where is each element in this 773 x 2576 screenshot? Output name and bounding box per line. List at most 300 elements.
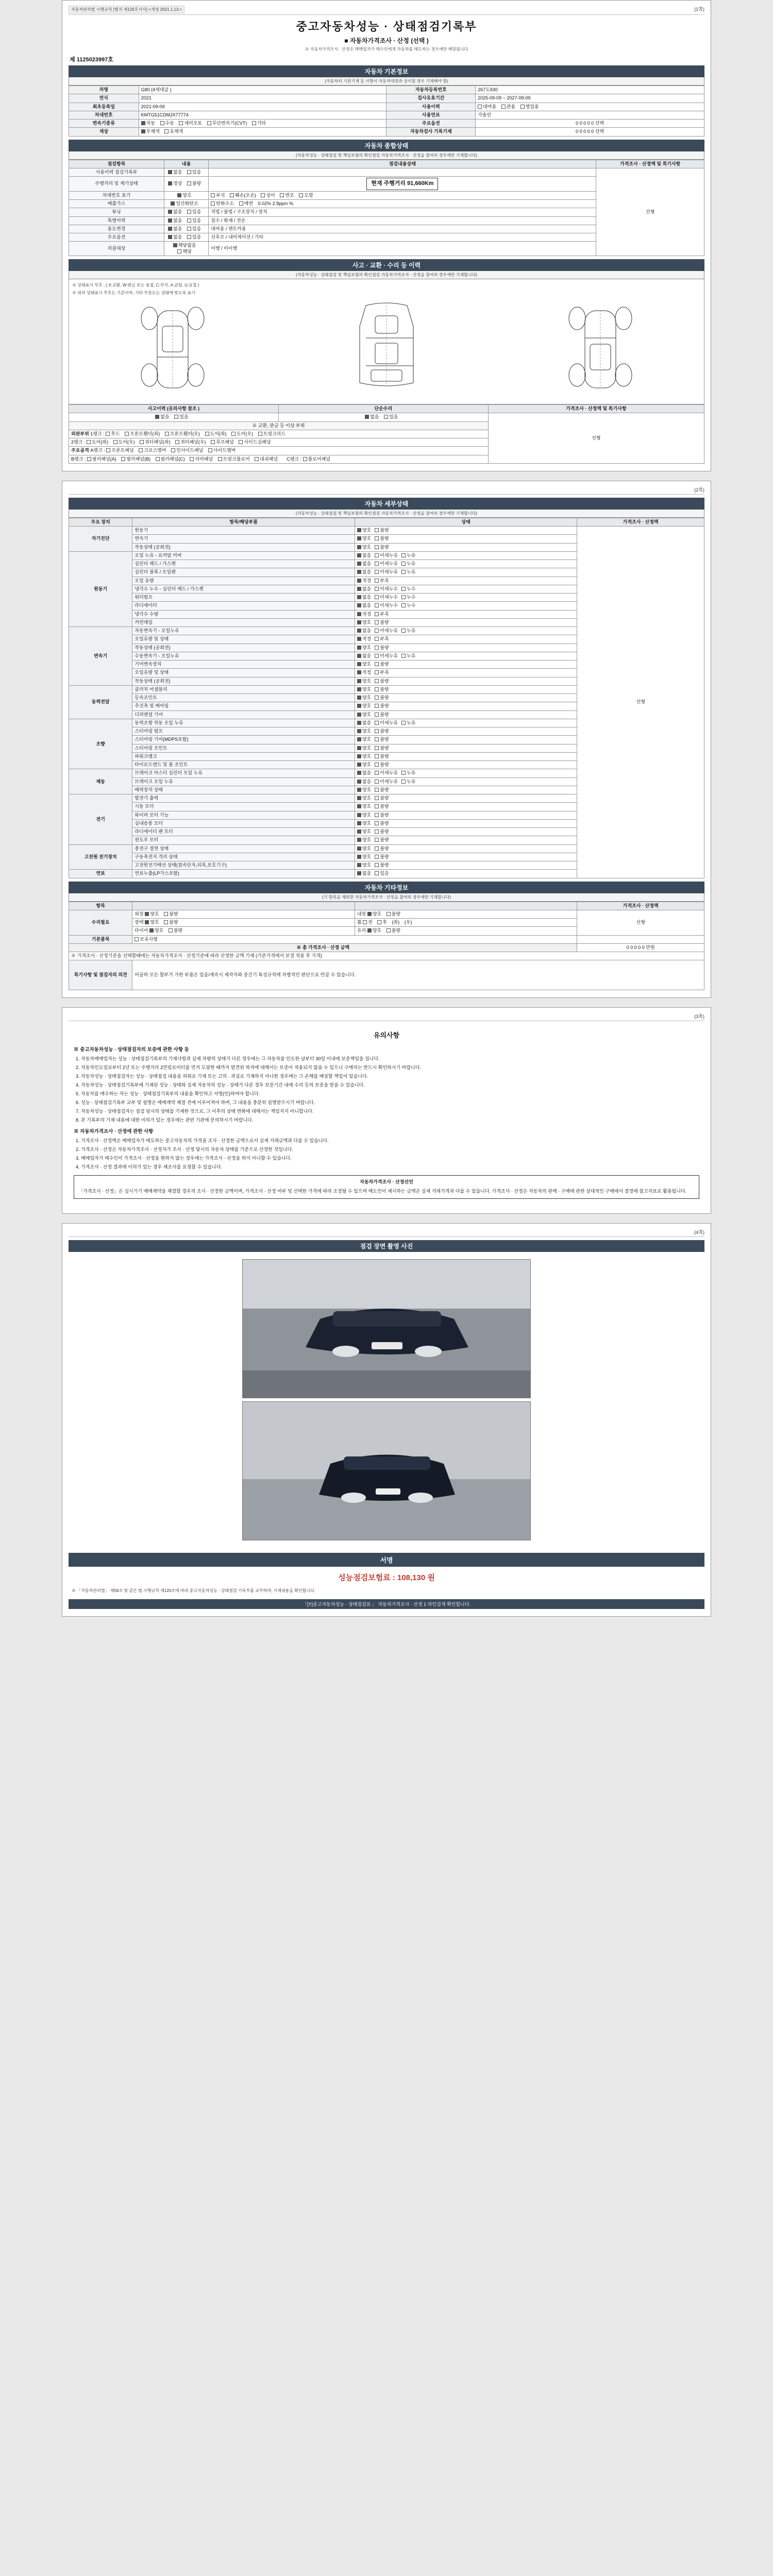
usehistory-opt-1[interactable]: 관용 [501,104,515,110]
checkbox-icon[interactable] [375,595,379,599]
checkbox-icon[interactable] [357,871,361,875]
checkbox-icon[interactable] [357,603,361,607]
detail-opt-누수[interactable] [401,603,415,608]
checkbox-icon[interactable] [357,813,361,817]
detail-item-options[interactable] [355,535,577,543]
checkbox-icon[interactable] [401,779,406,784]
checkbox-icon[interactable] [375,536,379,540]
detail-opt-부족[interactable] [375,578,389,584]
checkbox-icon[interactable] [357,620,361,624]
detail-opt-없음[interactable] [357,628,371,634]
checkbox-icon[interactable] [357,771,361,775]
checkbox-icon[interactable] [375,871,379,875]
detail-opt-불량[interactable] [375,812,389,818]
checkbox-icon[interactable] [375,603,379,607]
checkbox-icon[interactable] [401,771,406,775]
detail-opt-불량[interactable] [375,829,389,835]
checkbox-icon[interactable] [375,779,379,784]
detail-opt-불량[interactable] [375,536,389,541]
part-trunk-lid[interactable]: 트렁크리드 [258,431,285,437]
simple-repair-opts[interactable] [278,413,488,421]
detail-opt-양호[interactable] [357,695,371,701]
tire-opt-bad[interactable]: 불량 [169,928,182,934]
simple-opt-none[interactable]: 없음 [365,414,379,420]
checkbox-icon[interactable] [375,662,379,666]
detail-item-options[interactable] [355,660,577,669]
checkbox-icon[interactable] [375,696,379,700]
wheel-opt-front[interactable]: 전 [363,920,373,925]
detail-opt-적정[interactable] [357,670,371,675]
detail-opt-미세누유[interactable] [375,569,398,575]
checkbox-icon[interactable] [375,679,379,683]
detail-opt-없음[interactable] [357,871,371,876]
usehistory-opt-2[interactable]: 영업용 [520,104,539,110]
detail-opt-부족[interactable] [375,612,389,617]
detail-opt-양호[interactable] [357,536,371,541]
detail-item-options[interactable] [355,551,577,560]
checkbox-icon[interactable] [401,553,406,557]
checkbox-icon[interactable] [375,579,379,583]
checkbox-icon[interactable] [375,629,379,633]
detail-opt-누유[interactable] [401,720,415,726]
detail-opt-미세누유[interactable] [375,653,398,659]
detail-item-options[interactable] [355,853,577,861]
detail-item-options[interactable] [355,744,577,752]
checkbox-icon[interactable] [375,612,379,616]
part-door-l[interactable]: 도어(좌) [205,431,227,437]
checkbox-icon[interactable] [357,821,361,825]
transmission-opt-etc[interactable]: 기타 [252,121,266,126]
checkbox-icon[interactable] [357,804,361,808]
detail-opt-양호[interactable] [357,837,371,843]
other-interior[interactable] [355,910,577,918]
detail-opt-불량[interactable] [375,528,389,533]
accident-history-opts[interactable] [69,413,279,421]
detail-opt-부족[interactable] [375,636,389,642]
tuning-opt-none[interactable]: 없음 [168,209,182,215]
detail-opt-없음[interactable] [357,569,371,575]
part-sidemember[interactable]: 사이드멤버 [208,448,236,453]
detail-opt-불량[interactable] [375,703,389,709]
checkbox-icon[interactable] [357,670,361,674]
detail-opt-없음[interactable] [357,586,371,592]
checkbox-icon[interactable] [375,804,379,808]
detail-opt-없음[interactable] [357,595,371,600]
detail-opt-불량[interactable] [375,854,389,860]
detail-opt-미세누수[interactable] [375,595,398,600]
detail-opt-양호[interactable] [357,821,371,826]
detail-opt-누유[interactable] [401,653,415,659]
row-opts-mainoptions[interactable] [164,233,208,242]
vinmark-opt-alter[interactable]: 변조 [280,193,294,198]
record-opt-none[interactable]: 없음 [168,170,182,175]
detail-item-options[interactable] [355,643,577,652]
checkbox-icon[interactable] [375,846,379,851]
polish-opt-bad[interactable]: 불량 [164,920,178,925]
polish-opt-good[interactable]: 양호 [145,920,159,925]
checkbox-icon[interactable] [357,721,361,725]
checkbox-icon[interactable] [375,829,379,834]
checkbox-icon[interactable] [375,704,379,708]
checkbox-icon[interactable] [375,855,379,859]
detail-item-options[interactable] [355,543,577,551]
checkbox-icon[interactable] [357,553,361,557]
detail-opt-불량[interactable] [375,620,389,625]
checkbox-icon[interactable] [401,570,406,574]
detail-opt-불량[interactable] [375,645,389,651]
checkbox-icon[interactable] [357,545,361,549]
checkbox-icon[interactable] [375,553,379,557]
checkbox-icon[interactable] [375,788,379,792]
detail-opt-누수[interactable] [401,586,415,592]
detail-opt-양호[interactable] [357,745,371,751]
checkbox-icon[interactable] [357,846,361,851]
special-opt-none[interactable]: 없음 [168,218,182,224]
checkbox-icon[interactable] [357,687,361,691]
checkbox-icon[interactable] [357,679,361,683]
detail-opt-누유[interactable] [401,561,415,567]
checkbox-icon[interactable] [375,545,379,549]
checkbox-icon[interactable] [357,704,361,708]
detail-item-options[interactable] [355,602,577,610]
detail-item-options[interactable] [355,719,577,727]
detail-item-options[interactable] [355,677,577,685]
checkbox-icon[interactable] [357,737,361,741]
detail-opt-양호[interactable] [357,679,371,684]
detail-item-options[interactable] [355,736,577,744]
detail-opt-누유[interactable] [401,770,415,776]
detail-item-options[interactable] [355,694,577,702]
usechange-opt-yes[interactable]: 있음 [187,226,201,232]
detail-opt-불량[interactable] [375,728,389,734]
detail-item-options[interactable] [355,685,577,693]
detail-item-options[interactable] [355,585,577,593]
detail-item-options[interactable] [355,861,577,870]
detail-item-options[interactable] [355,777,577,786]
part-pillar-c[interactable]: 필러패널(C) [156,456,185,462]
checkbox-icon[interactable] [357,713,361,717]
record-opt-yes[interactable]: 있음 [187,170,201,175]
other-wheel[interactable] [355,919,577,927]
checkbox-icon[interactable] [375,721,379,725]
detail-item-options[interactable] [355,527,577,535]
part-floor-panel[interactable]: 플로어패널 [303,456,330,462]
other-polish[interactable] [132,919,355,927]
checkbox-icon[interactable] [375,687,379,691]
mileage-opt-bad[interactable]: 불량 [187,181,201,187]
checkbox-icon[interactable] [357,829,361,834]
other-glass[interactable] [355,927,577,935]
detail-item-options[interactable] [355,811,577,819]
color-opt-chromatic[interactable]: 유채색 [164,129,183,134]
vinmark-opt-good[interactable]: 양호 [177,193,191,198]
checkbox-icon[interactable] [375,654,379,658]
detail-opt-없음[interactable] [357,653,371,659]
detail-opt-미세누수[interactable] [375,603,398,608]
detail-item-options[interactable] [355,594,577,602]
checkbox-icon[interactable] [357,855,361,859]
other-exterior[interactable] [132,910,355,918]
other-base-items[interactable] [132,935,577,943]
detail-opt-미세누유[interactable] [375,628,398,634]
detail-opt-미세누유[interactable] [375,720,398,726]
detail-opt-양호[interactable] [357,804,371,809]
usechange-opt-none[interactable]: 없음 [168,226,182,232]
emission-opt-co[interactable]: 일산화탄소 [171,201,198,207]
checkbox-icon[interactable] [401,721,406,725]
transmission-opt-auto[interactable]: 자동 [141,121,155,126]
recall-opt-yes[interactable]: 해당 [177,249,191,255]
row-opts-record[interactable] [164,168,208,176]
mainoptions-opt-none[interactable]: 없음 [168,234,182,240]
detail-opt-양호[interactable] [357,762,371,768]
part-inside-panel[interactable]: 인사이드패널 [171,448,203,453]
detail-opt-불량[interactable] [375,695,389,701]
accident-opt-none[interactable]: 없음 [155,414,169,420]
checkbox-icon[interactable] [357,754,361,758]
part-quarter-l[interactable]: 쿼터패널(좌) [140,439,170,445]
detail-opt-양호[interactable] [357,528,371,533]
checkbox-icon[interactable] [357,595,361,599]
detail-opt-불량[interactable] [375,745,389,751]
detail-opt-없음[interactable] [357,779,371,785]
detail-item-options[interactable] [355,828,577,836]
checkbox-icon[interactable] [357,788,361,792]
detail-opt-양호[interactable] [357,645,371,651]
detail-opt-불량[interactable] [375,787,389,793]
detail-item-options[interactable] [355,669,577,677]
detail-opt-없음[interactable] [357,553,371,558]
detail-opt-없음[interactable] [357,770,371,776]
detail-opt-있음[interactable] [375,871,389,876]
checkbox-icon[interactable] [375,587,379,591]
mainoptions-opt-yes[interactable]: 있음 [187,234,201,240]
checkbox-icon[interactable] [375,670,379,674]
checkbox-icon[interactable] [375,528,379,532]
checkbox-icon[interactable] [375,746,379,750]
checkbox-icon[interactable] [357,646,361,650]
transmission-opt-manual[interactable]: 수동 [160,121,174,126]
detail-opt-누유[interactable] [401,569,415,575]
detail-opt-없음[interactable] [357,720,371,726]
base-item-0[interactable]: 보유사항 [135,937,158,942]
checkbox-icon[interactable] [357,762,361,767]
detail-opt-양호[interactable] [357,545,371,550]
row-opts-tuning[interactable] [164,208,208,216]
checkbox-icon[interactable] [357,838,361,842]
detail-item-options[interactable] [355,568,577,577]
detail-opt-미세누유[interactable] [375,553,398,558]
checkbox-icon[interactable] [375,813,379,817]
detail-opt-불량[interactable] [375,846,389,852]
detail-item-options[interactable] [355,727,577,736]
part-door2-l[interactable]: 도어(좌) [87,439,108,445]
detail-item-options[interactable] [355,761,577,769]
part-door2-r[interactable]: 도어(우) [113,439,135,445]
checkbox-icon[interactable] [357,629,361,633]
detail-opt-불량[interactable] [375,545,389,550]
checkbox-icon[interactable] [375,754,379,758]
checkbox-icon[interactable] [401,562,406,566]
detail-opt-양호[interactable] [357,854,371,860]
detail-opt-적정[interactable] [357,636,371,642]
accident-opt-yes[interactable]: 있음 [174,414,188,420]
detail-opt-양호[interactable] [357,712,371,718]
checkbox-icon[interactable] [357,863,361,867]
detail-opt-불량[interactable] [375,804,389,809]
row-opts-mileage[interactable] [164,177,208,192]
detail-opt-양호[interactable] [357,862,371,868]
part-rear-panel[interactable]: 리어패널 [190,456,213,462]
detail-opt-미세누유[interactable] [375,561,398,567]
checkbox-icon[interactable] [401,629,406,633]
checkbox-icon[interactable] [357,637,361,641]
part-pillar-a[interactable]: 필러패널(A) [87,456,116,462]
checkbox-icon[interactable] [357,662,361,666]
checkbox-icon[interactable] [357,528,361,532]
detail-opt-양호[interactable] [357,812,371,818]
detail-item-options[interactable] [355,702,577,710]
detail-item-options[interactable] [355,870,577,878]
detail-opt-양호[interactable] [357,795,371,801]
detail-opt-양호[interactable] [357,754,371,759]
detail-opt-없음[interactable] [357,603,371,608]
transmission-opt-semi[interactable]: 세미오토 [179,121,202,126]
row-opts-recall[interactable] [164,242,208,256]
detail-opt-누유[interactable] [401,779,415,785]
detail-opt-미세누수[interactable] [375,586,398,592]
checkbox-icon[interactable] [357,746,361,750]
checkbox-icon[interactable] [375,729,379,733]
emission-opt-hc[interactable]: 탄화수소 [211,201,234,207]
detail-item-options[interactable] [355,610,577,618]
detail-opt-누유[interactable] [401,628,415,634]
detail-opt-불량[interactable] [375,679,389,684]
detail-opt-없음[interactable] [357,561,371,567]
checkbox-icon[interactable] [357,536,361,540]
checkbox-icon[interactable] [357,579,361,583]
detail-item-options[interactable] [355,618,577,626]
vinmark-opt-corrode[interactable]: 부식 [211,193,225,198]
detail-opt-누유[interactable] [401,553,415,558]
detail-opt-양호[interactable] [357,687,371,692]
detail-opt-양호[interactable] [357,703,371,709]
detail-opt-적정[interactable] [357,578,371,584]
glass-opt-bad[interactable]: 불량 [386,928,400,934]
checkbox-icon[interactable] [357,696,361,700]
checkbox-icon[interactable] [375,646,379,650]
row-opts-usechange[interactable] [164,225,208,233]
checkbox-icon[interactable] [375,821,379,825]
exterior-opt-good[interactable]: 양호 [145,911,159,917]
detail-item-options[interactable] [355,635,577,643]
detail-item-options[interactable] [355,577,577,585]
checkbox-icon[interactable] [375,737,379,741]
detail-opt-부족[interactable] [375,670,389,675]
part-trunk-floor[interactable]: 트렁크플로어 [218,456,250,462]
part-front-fender-l[interactable]: 프론트휀더(좌) [125,431,160,437]
detail-opt-불량[interactable] [375,687,389,692]
part-quarter-r[interactable]: 쿼터패널(우) [175,439,206,445]
glass-opt-good[interactable]: 양호 [367,928,381,934]
checkbox-icon[interactable] [375,762,379,767]
part-dash-panel[interactable]: 대쉬패널 [255,456,278,462]
special-opt-yes[interactable]: 있음 [187,218,201,224]
wheel-opt-rear[interactable]: 후 [377,920,387,925]
interior-opt-good[interactable]: 양호 [367,911,381,917]
checkbox-icon[interactable] [375,637,379,641]
part-crossmember[interactable]: 크로스멤버 [139,448,166,453]
checkbox-icon[interactable] [357,612,361,616]
detail-opt-불량[interactable] [375,712,389,718]
detail-item-options[interactable] [355,794,577,803]
vinmark-opt-erase[interactable]: 도말 [299,193,313,198]
recall-opt-na[interactable]: 해당없음 [173,243,196,248]
mileage-opt-normal[interactable]: 정상 [168,181,182,187]
detail-item-options[interactable] [355,752,577,760]
part-pillar-b[interactable]: 필러패널(B) [121,456,150,462]
detail-opt-불량[interactable] [375,754,389,759]
checkbox-icon[interactable] [357,796,361,800]
color-opt-achromatic[interactable]: 무채색 [141,129,160,134]
checkbox-icon[interactable] [375,771,379,775]
detail-opt-양호[interactable] [357,846,371,852]
detail-opt-누수[interactable] [401,595,415,600]
row-opts-vinmark[interactable] [164,191,208,199]
part-hood[interactable]: 후드 [106,431,120,437]
usehistory-opt-0[interactable]: 대여용 [478,104,496,110]
checkbox-icon[interactable] [375,620,379,624]
checkbox-icon[interactable] [357,587,361,591]
part-sidesill[interactable]: 사이드실패널 [239,439,271,445]
checkbox-icon[interactable] [357,654,361,658]
emission-opt-smoke[interactable]: 매연 [239,201,253,207]
detail-opt-불량[interactable] [375,837,389,843]
detail-item-options[interactable] [355,786,577,794]
checkbox-icon[interactable] [375,713,379,717]
detail-opt-양호[interactable] [357,662,371,667]
detail-item-options[interactable] [355,803,577,811]
detail-opt-불량[interactable] [375,737,389,742]
detail-opt-양호[interactable] [357,620,371,625]
detail-opt-불량[interactable] [375,862,389,868]
detail-opt-불량[interactable] [375,821,389,826]
checkbox-icon[interactable] [357,562,361,566]
detail-opt-양호[interactable] [357,737,371,742]
part-roof[interactable]: 루프패널 [211,439,234,445]
detail-opt-불량[interactable] [375,762,389,768]
vinmark-opt-damage[interactable]: 훼손(오손) [230,193,256,198]
vinmark-opt-diff[interactable]: 상이 [261,193,275,198]
checkbox-icon[interactable] [401,654,406,658]
checkbox-icon[interactable] [401,603,406,607]
checkbox-icon[interactable] [375,796,379,800]
part-front-panel[interactable]: 프론트패널 [106,448,133,453]
detail-item-options[interactable] [355,560,577,568]
detail-opt-불량[interactable] [375,795,389,801]
detail-item-options[interactable] [355,652,577,660]
checkbox-icon[interactable] [401,595,406,599]
detail-opt-양호[interactable] [357,787,371,793]
detail-opt-양호[interactable] [357,829,371,835]
part-door-r[interactable]: 도어(우) [231,431,253,437]
checkbox-icon[interactable] [357,729,361,733]
part-front-fender-r[interactable]: 프론트휀더(우) [165,431,200,437]
other-tire[interactable] [132,927,355,935]
checkbox-icon[interactable] [401,587,406,591]
detail-opt-미세누유[interactable] [375,779,398,785]
detail-item-options[interactable] [355,844,577,853]
